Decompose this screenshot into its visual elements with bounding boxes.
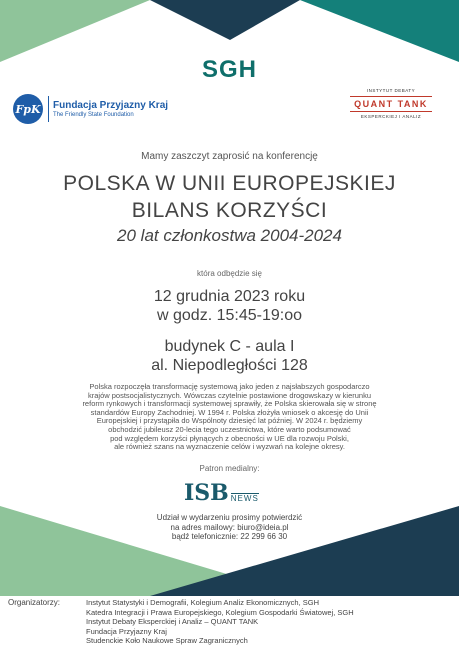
paragraph-line: Polska rozpoczęła transformację systemową jako jeden z najsłabszych gospodarczo: [89, 382, 370, 391]
paragraph-line: krajów postsocjalistycznych. Wówczas czytelnie postawione drogowskazy w kierunku: [87, 390, 372, 400]
event-time: w godz. 15:45-19:oo: [157, 307, 302, 324]
paragraph-line: obchodzić jubileusz 20-lecia tego uczestnictwa, które warto podsumować: [108, 424, 351, 434]
paragraph-line: pod względem korzyści płynących z obecności w UE dla rozwoju Polski,: [110, 433, 349, 443]
rsvp-phone: bądź telefonicznie: 22 299 66 30: [171, 532, 288, 541]
description-paragraph: [78, 383, 381, 452]
organizer-item: Katedra Integracji i Prawa Europejskiego, Kolegium Gospodarki Światowej, SGH: [86, 607, 354, 617]
fpk-divider: [48, 96, 49, 122]
paragraph-line: standardów Europy Zachodniej. W 1994 r. Polska złożyła wniosek o akcesję do Unii: [90, 407, 369, 417]
rsvp-info: [0, 513, 459, 542]
organizers-list: [86, 598, 354, 646]
fpk-monogram: FpK: [13, 94, 43, 124]
rsvp-line: Udział w wydarzeniu prosimy potwierdzić: [156, 513, 303, 522]
sgh-logo: SGH: [201, 56, 257, 83]
isb-logo-text: ISB: [184, 480, 229, 506]
event-address: al. Niepodległości 128: [151, 357, 308, 374]
organizer-item: Instytut Statystyki i Demografii, Kolegium Analiz Ekonomicznych, SGH: [86, 598, 320, 607]
conference-subtitle: 20 lat członkostwa 2004-2024: [117, 226, 342, 245]
quant-tank-logo: [350, 88, 432, 119]
isb-news-logo: [184, 482, 259, 504]
organizer-item: Instytut Debaty Eksperckiej i Analiz – QUANT TANK: [86, 617, 259, 626]
event-building: budynek C - aula I: [164, 338, 295, 355]
conference-title-line2: BILANS KORZYŚCI: [131, 199, 328, 222]
conference-title-line1: POLSKA W UNII EUROPEJSKIEJ: [63, 172, 396, 195]
organizers-label: Organizatorzy:: [8, 598, 61, 607]
fpk-logo: [13, 94, 168, 124]
media-patron-label: Patron medialny:: [199, 464, 260, 473]
news-logo-text: NEWS: [230, 494, 259, 503]
takes-place-text: która odbędzie się: [197, 269, 262, 278]
quant-tank-name: QUANT TANK: [350, 96, 432, 112]
rsvp-email: na adres mailowy: biuro@ideia.pl: [170, 522, 289, 532]
quant-tank-bottom: EKSPERCKIEJ I ANALIZ: [360, 114, 422, 119]
paragraph-line: ale również szans na wyznaczenie celów i wyzwań na kolejne okresy.: [114, 442, 345, 452]
organizer-item: Studenckie Koło Naukowe Spraw Zagranicznych: [86, 636, 248, 645]
quant-tank-top: INSTYTUT DEBATY: [366, 88, 416, 93]
paragraph-line: Europejskiej i przystąpiła do Wspólnoty dziesięć lat później. W 2024 r. będziemy: [96, 416, 363, 426]
paragraph-line: reform rynkowych i transformacji systemowej sprawiły, że Polska skierowała się w stronę: [82, 399, 377, 409]
fpk-name: Fundacja Przyjazny Kraj: [53, 99, 169, 111]
event-date: 12 grudnia 2023 roku: [153, 288, 306, 305]
organizer-item: Fundacja Przyjazny Kraj: [86, 626, 167, 636]
fpk-subtitle: The Friendly State Foundation: [53, 111, 134, 118]
invitation-text: Mamy zaszczyt zaprosić na konferencję: [141, 151, 318, 162]
